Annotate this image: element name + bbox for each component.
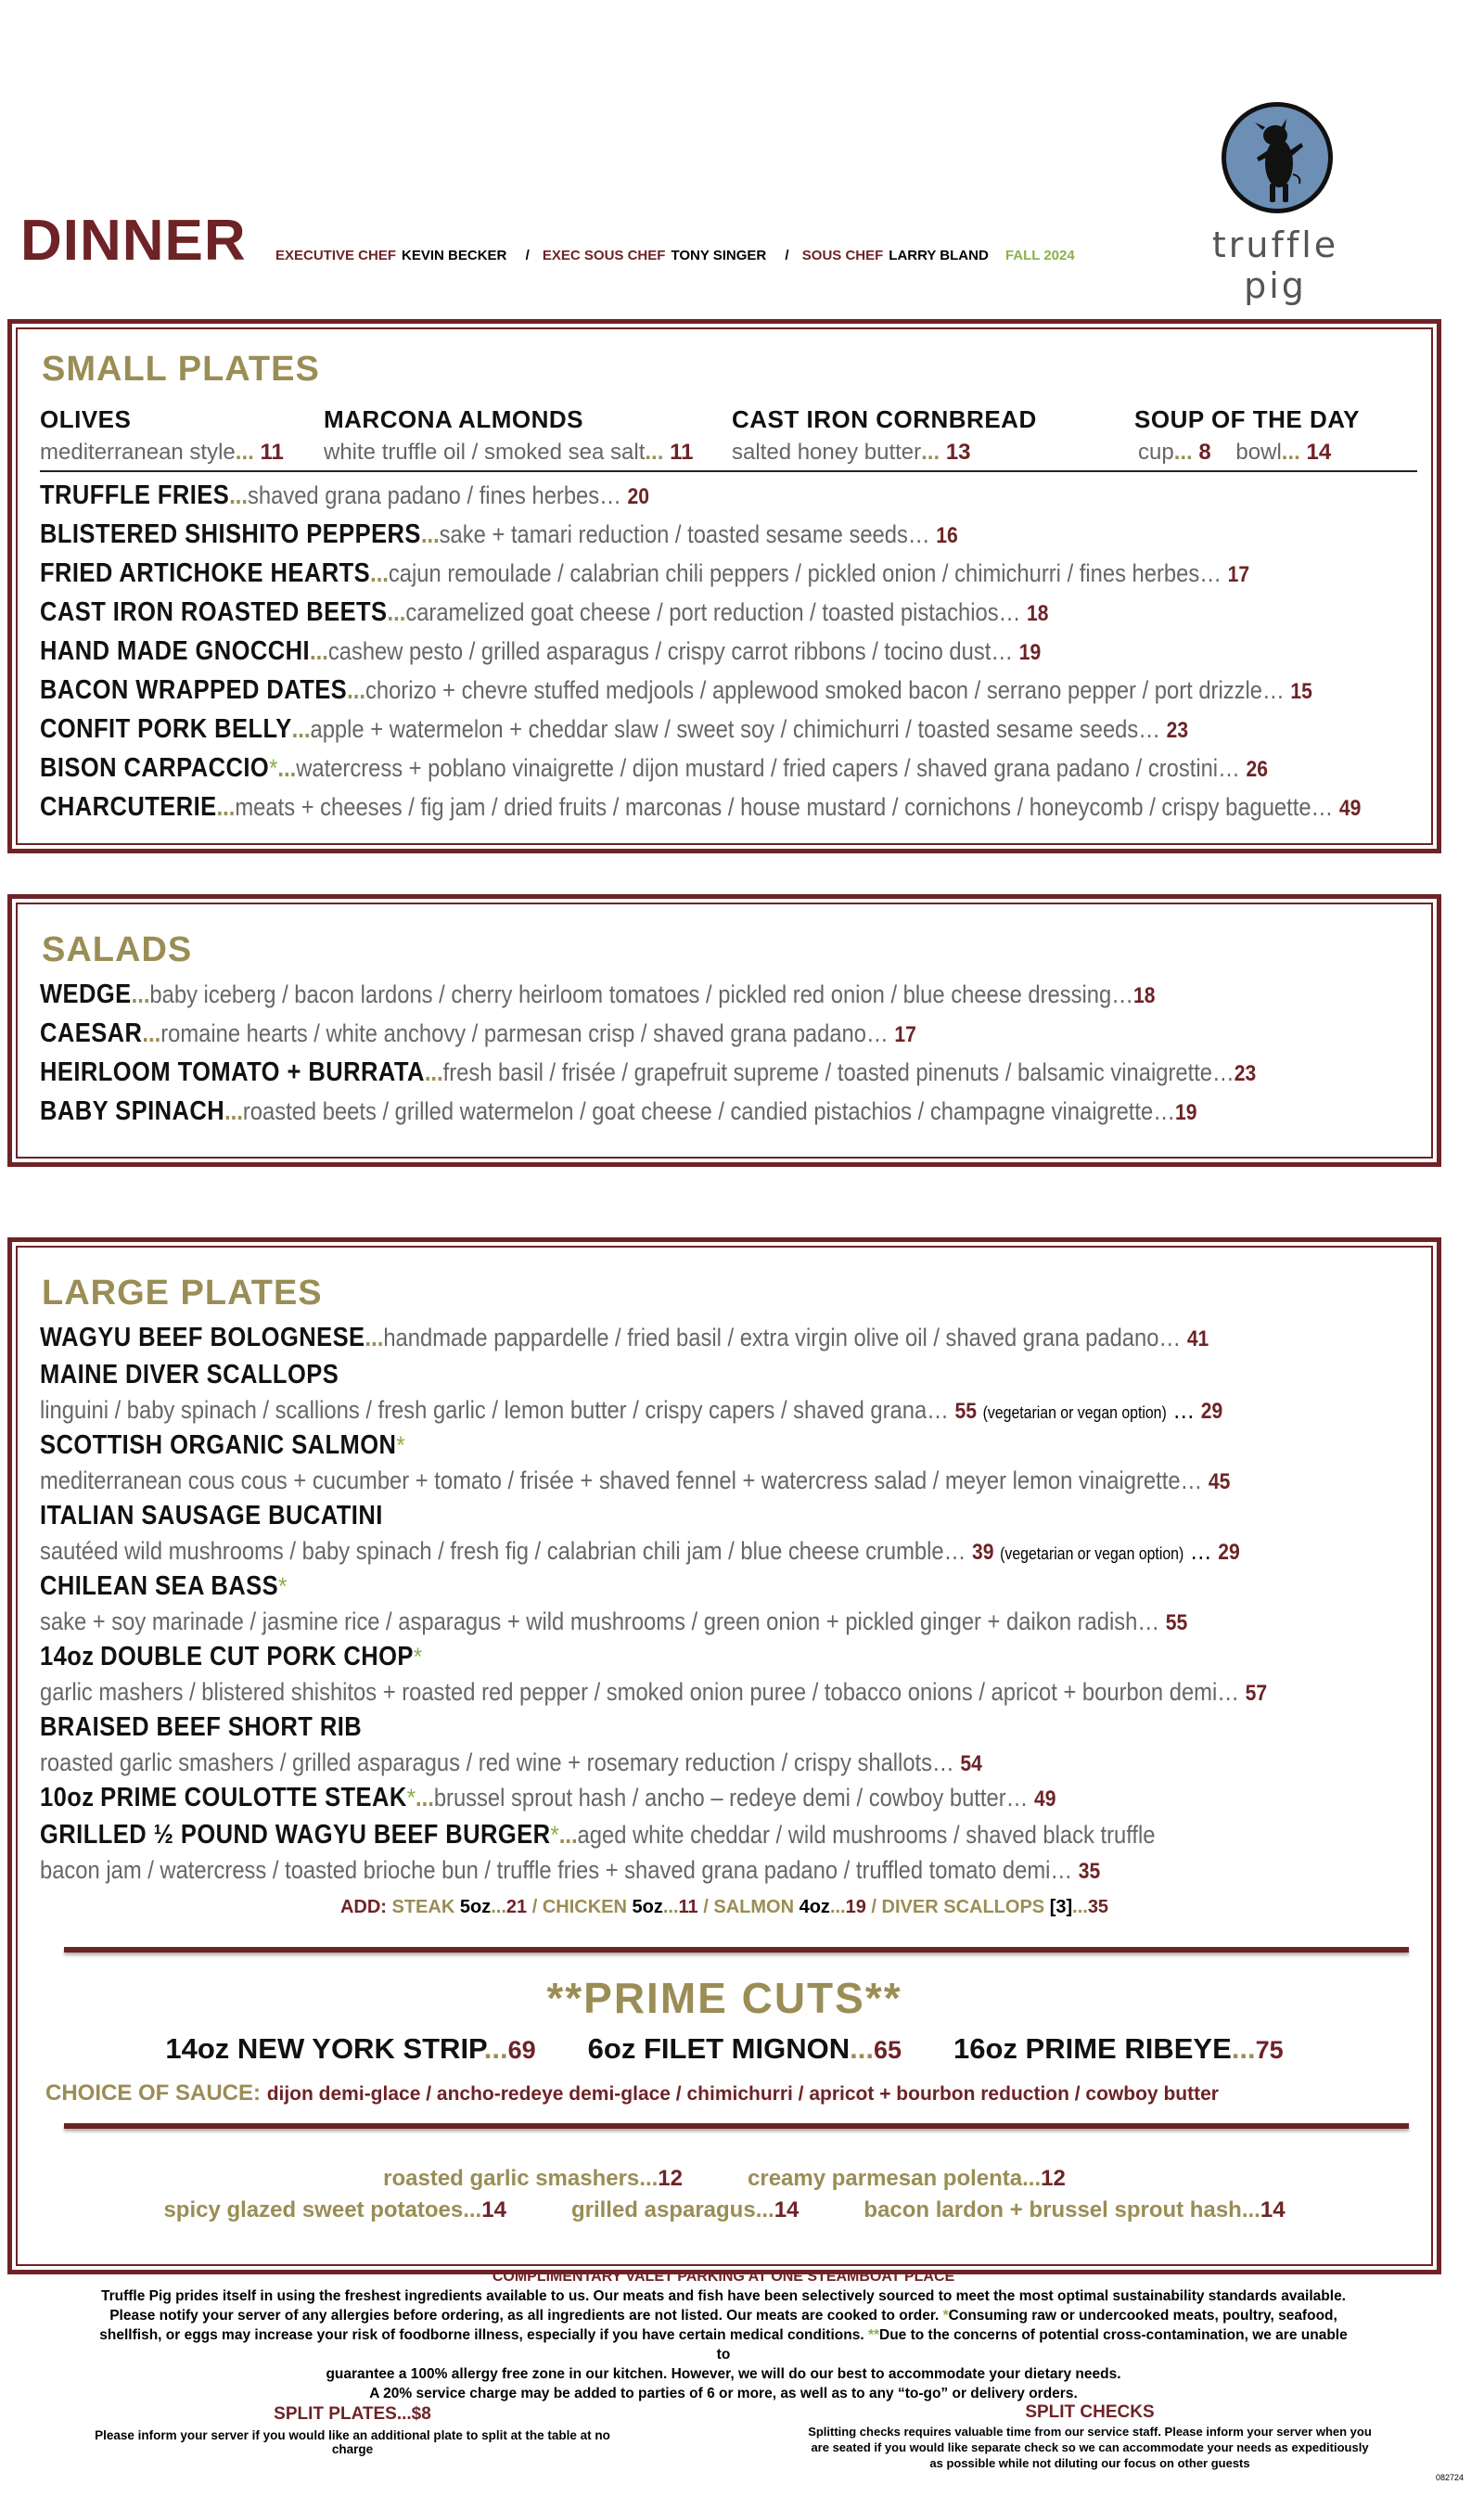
menu-item-name-line (40, 1641, 474, 1672)
item-desc: white truffle oil / smoked sea salt (324, 440, 646, 465)
item-price: 17 (894, 1022, 916, 1047)
add-option-size: 4oz (799, 1897, 830, 1917)
item-name: SCOTTISH ORGANIC SALMON (40, 1430, 397, 1460)
menu-header (20, 209, 1189, 274)
menu-item-name-line (40, 1429, 454, 1461)
menu-item-name-line (40, 1570, 321, 1602)
item-price: 55 (1165, 1610, 1188, 1635)
item-desc: aged white cheddar / wild mushrooms / shaved black truffle (577, 1821, 1156, 1849)
section-title: LARGE PLATES (42, 1274, 323, 1313)
item-desc: fresh basil / frisée / grapefruit supreme / toasted pinenuts / balsamic vinaigrette… (442, 1058, 1235, 1086)
add-dots: ... (662, 1897, 679, 1917)
starter-cornbread (732, 405, 1037, 466)
add-option-size: [3] (1049, 1897, 1073, 1917)
cut-size: 16oz (953, 2032, 1017, 2065)
add-option-size: 5oz (632, 1897, 663, 1917)
item-price: 19 (1018, 640, 1042, 665)
side-price: 14 (774, 2197, 800, 2222)
star-marker: ** (867, 2327, 880, 2343)
item-name: CHARCUTERIE (40, 792, 217, 822)
cut-name: PRIME RIBEYE (1025, 2032, 1232, 2065)
divider-rule (64, 2123, 1409, 2129)
item-price: 8 (1198, 440, 1211, 465)
menu-item (40, 1819, 1307, 1850)
divider (40, 470, 1417, 472)
menu-item (40, 557, 1414, 591)
health-notice (93, 2325, 1354, 2364)
item-price: 54 (960, 1751, 982, 1776)
menu-item-desc-line (40, 1676, 1435, 1710)
item-dots: ... (224, 1097, 243, 1125)
item-desc: chorizo + chevre stuffed medjools / applewood smoked bacon / serrano pepper / port drizzle… (365, 676, 1285, 704)
item-price: 35 (1078, 1859, 1101, 1884)
raw-warning-star: * (396, 1431, 405, 1459)
alt-dots: … (1172, 1396, 1196, 1424)
credit-role: SOUS CHEF (801, 248, 884, 263)
add-option-price: 21 (505, 1897, 528, 1917)
item-dots: ... (558, 1821, 578, 1849)
item-desc: sake + soy marinade / jasmine rice / asparagus + wild mushrooms / green onion + pickled ginger + daikon radish… (40, 1607, 1160, 1635)
menu-item-name-line (40, 1500, 429, 1531)
item-dots: ... (921, 440, 940, 465)
split-checks-text: Splitting checks requires valuable time from our service staff. Please inform your server when you are seated if you would like separate check so we can accommodate your needs as expeditiously as possible while not diluting our focus on other guests (808, 2425, 1372, 2470)
item-name: DOUBLE CUT PORK CHOP (100, 1642, 414, 1671)
item-name: WEDGE (40, 980, 132, 1009)
item-dots: ... (365, 1324, 384, 1351)
item-price: 11 (260, 440, 284, 465)
add-dots: ... (1072, 1897, 1088, 1917)
credit-name: KEVIN BECKER (402, 248, 507, 263)
item-desc: garlic mashers / blistered shishitos + roasted red pepper / smoked onion puree / tobacco onions / apricot + bourbon demi… (40, 1678, 1239, 1706)
starter-marcona-almonds (324, 405, 693, 466)
add-dots: ... (829, 1897, 846, 1917)
prime-cut-item (953, 2032, 1284, 2066)
split-plates-notice (93, 2404, 612, 2456)
item-dots: ... (370, 559, 389, 587)
star-marker: * (942, 2308, 949, 2324)
menu-item (40, 791, 1484, 825)
divider-rule (64, 1947, 1409, 1953)
item-name: MAINE DIVER SCALLOPS (40, 1360, 339, 1389)
item-name: PRIME COULOTTE STEAK (100, 1783, 407, 1812)
starter-soup (1134, 405, 1360, 466)
menu-item (40, 1782, 1195, 1815)
item-price: 49 (1338, 796, 1362, 821)
item-name: CAESAR (40, 1018, 143, 1048)
sauce-choice-line (45, 2081, 1219, 2107)
item-desc: sautéed wild mushrooms / baby spinach / fresh fig / calabrian chili jam / blue cheese crumble… (40, 1537, 966, 1565)
item-desc: mediterranean style (40, 440, 236, 465)
item-price: 39 (972, 1540, 994, 1565)
prime-cuts-title: **PRIME CUTS** (546, 1974, 902, 2022)
item-dots: ... (424, 1058, 443, 1086)
sides-row (18, 2197, 1431, 2223)
prime-cut-item (588, 2032, 902, 2066)
raw-warning-star: * (278, 1572, 288, 1600)
item-name: ITALIAN SAUSAGE BUCATINI (40, 1501, 383, 1530)
item-name: BRAISED BEEF SHORT RIB (40, 1712, 363, 1742)
add-label: ADD: (339, 1897, 387, 1917)
menu-item (40, 713, 1345, 747)
cut-size: 6oz (587, 2032, 636, 2065)
item-price: 55 (954, 1399, 978, 1424)
truffle-pig-logo (1178, 102, 1373, 306)
menu-item (40, 979, 1307, 1012)
add-option-name: SALMON (713, 1897, 795, 1917)
split-plates-text: Please inform your server if you would like an additional plate to split at the table at no charge (95, 2428, 610, 2456)
add-option-size: 5oz (459, 1897, 492, 1917)
item-dots: ... (1281, 440, 1300, 465)
cut-name: NEW YORK STRIP (237, 2032, 484, 2065)
item-dots: ... (420, 520, 440, 548)
item-desc: apple + watermelon + cheddar slaw / sweet soy / chimichurri / toasted sesame seeds… (310, 715, 1161, 743)
side-dots: ... (1241, 2197, 1260, 2222)
separator: / (785, 248, 789, 263)
item-dots: ... (347, 676, 365, 704)
side-item (383, 2166, 683, 2192)
item-size: 14oz (40, 1642, 95, 1671)
menu-item-desc-line (40, 1747, 1110, 1780)
item-price: 49 (1034, 1786, 1056, 1812)
item-price: 57 (1245, 1681, 1268, 1706)
pig-icon (1222, 102, 1333, 213)
health-text: shellfish, or eggs may increase your risk of foodborne illness, especially if you have certain medical conditions. (99, 2327, 868, 2343)
item-desc: romaine hearts / white anchovy / parmesan crisp / shaved grana padano… (160, 1019, 889, 1047)
side-item (571, 2197, 799, 2223)
sourcing-notice: Truffle Pig prides itself in using the freshest ingredients available to us. Our meats and fish have been selectively sourced to meet the most optimal sustainability standards available. (101, 2288, 1346, 2304)
cut-size: 14oz (165, 2032, 230, 2065)
item-desc: bowl (1235, 440, 1282, 465)
add-option-price: 35 (1087, 1897, 1109, 1917)
item-price: 20 (627, 484, 650, 509)
item-desc: cajun remoulade / calabrian chili peppers / pickled onion / chimichurri / fines herbes… (388, 559, 1222, 587)
item-price: 18 (1132, 983, 1156, 1008)
item-desc: mediterranean cous cous + cucumber + tomato / frisée + shaved fennel + watercress salad / meyer lemon vinaigrette… (40, 1466, 1203, 1494)
cut-price: 75 (1255, 2036, 1284, 2064)
item-name: OLIVES (40, 405, 132, 433)
item-price: 18 (1026, 601, 1049, 626)
item-name: CAST IRON ROASTED BEETS (40, 597, 388, 627)
item-dots: ... (291, 715, 311, 743)
menu-item (40, 480, 733, 513)
item-size: 10oz (40, 1783, 95, 1812)
item-price: 45 (1208, 1469, 1231, 1494)
alt-price: 29 (1218, 1540, 1240, 1565)
item-name: BISON CARPACCIO (40, 753, 270, 783)
raw-warning-star: * (413, 1643, 423, 1671)
item-dots: ... (416, 1784, 434, 1812)
add-protein-line: ADD: STEAK 5oz...21 / CHICKEN 5oz...11 / SALMON 4oz...19 / DIVER SCALLOPS [3]...35 (339, 1897, 1109, 1917)
item-price: 41 (1186, 1326, 1209, 1351)
allergy-text: Please notify your server of any allergies before ordering, as all ingredients are not listed. Our meats are cooked to order. (109, 2308, 943, 2324)
menu-item (40, 1057, 1422, 1090)
item-desc: cashew pesto / grilled asparagus / crispy carrot ribbons / tocino dust… (327, 637, 1014, 665)
side-price: 14 (1260, 2197, 1286, 2222)
menu-item (40, 674, 1484, 708)
side-item (163, 2197, 506, 2223)
item-desc: baby iceberg / bacon lardons / cherry heirloom tomatoes / pickled red onion / blue cheese dressing… (149, 980, 1133, 1008)
item-dots: ... (387, 598, 406, 626)
menu-item (40, 635, 1177, 669)
alt-price: 29 (1200, 1399, 1223, 1424)
item-name: HAND MADE GNOCCHI (40, 636, 311, 666)
menu-item (40, 1322, 1368, 1355)
item-name: FRIED ARTICHOKE HEARTS (40, 558, 371, 588)
menu-item (40, 519, 1083, 552)
item-name: CHILEAN SEA BASS (40, 1571, 279, 1601)
section-title: SALADS (42, 930, 193, 969)
add-option-price: 11 (678, 1897, 698, 1917)
item-name: HEIRLOOM TOMATO + BURRATA (40, 1057, 425, 1087)
prime-cuts-list (18, 2032, 1431, 2066)
item-price: 14 (1306, 440, 1332, 465)
item-price: 13 (945, 440, 971, 465)
service-charge-notice: A 20% service charge may be added to parties of 6 or more, as well as to any “to-go” or delivery orders. (369, 2386, 1078, 2401)
valet-notice: COMPLIMENTARY VALET PARKING AT ONE STEAMBOAT PLACE (492, 2269, 955, 2285)
salads-section (7, 894, 1441, 1167)
item-price: 17 (1227, 562, 1250, 587)
credit-role: EXECUTIVE CHEF (275, 248, 397, 263)
menu-item (40, 752, 1436, 786)
add-option-name: STEAK (391, 1897, 455, 1917)
add-dots: ... (491, 1897, 506, 1917)
item-name: WAGYU BEEF BOLOGNESE (40, 1323, 365, 1352)
raw-warning-text: Consuming raw or undercooked meats, poultry, seafood, (948, 2308, 1337, 2324)
item-desc: brussel sprout hash / ancho – redeye demi / cowboy butter… (433, 1784, 1029, 1812)
menu-item-desc-line (40, 1606, 1344, 1639)
item-dots: ... (216, 793, 236, 821)
side-dots: ... (639, 2166, 659, 2191)
item-desc: shaved grana padano / fines herbes… (248, 481, 621, 509)
menu-item-name-line (40, 1359, 379, 1390)
item-name: TRUFFLE FRIES (40, 480, 230, 510)
cut-dots: ... (850, 2032, 874, 2065)
side-name: roasted garlic smashers (383, 2166, 640, 2191)
allergy-guarantee-notice: guarantee a 100% allergy free zone in our kitchen. However, we will do our best to accommodate your dietary needs. (326, 2366, 1121, 2382)
credit-role: EXEC SOUS CHEF (542, 248, 666, 263)
item-dots: ... (277, 754, 297, 782)
item-price: 23 (1166, 718, 1189, 743)
menu-item-name-line (40, 1711, 405, 1743)
credit-name: TONY SINGER (671, 248, 767, 263)
prime-cut-item (165, 2032, 535, 2066)
item-name: CONFIT PORK BELLY (40, 714, 292, 744)
item-desc: meats + cheeses / fig jam / dried fruits / marconas / house mustard / cornichons / honeycomb / crispy baguette… (235, 793, 1334, 821)
logo-wordmark: truffle pig (1211, 224, 1339, 306)
side-dots: ... (1022, 2166, 1042, 2191)
cut-name: FILET MIGNON (643, 2032, 851, 2065)
menu-item (40, 1018, 1036, 1051)
add-option-price: 19 (845, 1897, 866, 1917)
raw-warning-star: * (550, 1821, 559, 1849)
cut-price: 65 (873, 2036, 902, 2064)
split-checks-notice (807, 2404, 1373, 2471)
split-checks-title: SPLIT CHECKS (1025, 2402, 1155, 2422)
side-item (748, 2166, 1066, 2192)
item-dots: ... (645, 440, 664, 465)
side-item (864, 2197, 1285, 2223)
item-name: MARCONA ALMONDS (324, 405, 583, 433)
item-desc: watercress + poblano vinaigrette / dijon mustard / fried capers / shaved grana padano / crostini… (296, 754, 1240, 782)
raw-warning-star: * (406, 1784, 416, 1812)
item-price: 23 (1234, 1061, 1257, 1086)
item-price: 15 (1290, 679, 1312, 704)
side-dots: ... (755, 2197, 774, 2222)
item-desc: linguini / baby spinach / scallions / fresh garlic / lemon butter / crispy capers / shaved grana… (40, 1396, 949, 1424)
alt-dots: … (1189, 1537, 1212, 1565)
cut-dots: ... (1231, 2032, 1256, 2065)
menu-item-desc-line (40, 1465, 1392, 1498)
sides-row (18, 2166, 1431, 2192)
side-price: 12 (1041, 2166, 1066, 2191)
item-desc: caramelized goat cheese / port reduction / toasted pistachios… (405, 598, 1021, 626)
separator: / (525, 248, 530, 263)
menu-code: 082724 (1436, 2473, 1465, 2482)
item-desc: salted honey butter (732, 440, 922, 465)
side-price: 12 (658, 2166, 683, 2191)
menu-item-desc-line (40, 1535, 1403, 1569)
side-name: creamy parmesan polenta (748, 2166, 1023, 2191)
item-desc: roasted garlic smashers / grilled asparagus / red wine + rosemary reduction / crispy shallots… (40, 1748, 954, 1776)
small-plates-section (7, 319, 1441, 853)
item-desc: bacon jam / watercress / toasted brioche bun / truffle fries + shaved grana padano / truffled tomato demi… (40, 1856, 1073, 1884)
veg-option-note: (vegetarian or vegan option) (1000, 1544, 1184, 1563)
item-name: BLISTERED SHISHITO PEPPERS (40, 519, 421, 549)
side-price: 14 (481, 2197, 506, 2222)
item-name: SOUP OF THE DAY (1134, 405, 1360, 433)
side-dots: ... (463, 2197, 482, 2222)
split-plates-title: SPLIT PLATES...$8 (274, 2404, 431, 2424)
sauce-options: dijon demi-glace / ancho-redeye demi-glace / chimichurri / apricot + bourbon reduction / cowboy butter (266, 2083, 1219, 2105)
item-price: 16 (936, 523, 958, 548)
menu-item (40, 1095, 1355, 1129)
add-option-name: DIVER SCALLOPS (881, 1897, 1045, 1917)
item-name: CAST IRON CORNBREAD (732, 405, 1037, 433)
item-name: GRILLED ½ POUND WAGYU BEEF BURGER (40, 1820, 551, 1850)
cut-price: 69 (507, 2036, 536, 2064)
footer-notice (93, 2267, 1354, 2403)
item-dots: ... (131, 980, 150, 1008)
item-name: BACON WRAPPED DATES (40, 675, 348, 705)
item-dots: ... (142, 1019, 161, 1047)
add-option-name: CHICKEN (542, 1897, 627, 1917)
credit-name: LARRY BLAND (889, 248, 989, 263)
menu-item-desc-line (40, 1854, 1245, 1888)
section-title: SMALL PLATES (42, 350, 320, 389)
sauce-label: CHOICE OF SAUCE: (45, 2081, 262, 2106)
cross-contamination-text: Due to the concerns of potential cross-contamination, we are unable to (716, 2327, 1348, 2363)
item-desc: cup (1138, 440, 1174, 465)
item-dots: ... (1173, 440, 1193, 465)
item-desc: roasted beets / grilled watermelon / goat cheese / candied pistachios / champagne vinaigrette… (242, 1097, 1175, 1125)
side-name: spicy glazed sweet potatoes (163, 2197, 464, 2222)
starter-olives (40, 405, 284, 466)
item-dots: ... (235, 440, 254, 465)
menu-item (40, 596, 1186, 630)
menu-item-desc-line (40, 1394, 1384, 1428)
side-name: bacon lardon + brussel sprout hash (864, 2197, 1242, 2222)
item-dots: ... (310, 637, 328, 665)
veg-option-note: (vegetarian or vegan option) (982, 1403, 1167, 1422)
item-name: BABY SPINACH (40, 1096, 225, 1126)
cut-dots: ... (483, 2032, 508, 2065)
large-plates-section (7, 1237, 1441, 2274)
item-desc: handmade pappardelle / fried basil / extra virgin olive oil / shaved grana padano… (383, 1324, 1182, 1351)
side-name: grilled asparagus (570, 2197, 756, 2222)
chef-credits (275, 248, 1081, 263)
item-price: 11 (670, 440, 694, 465)
item-price: 19 (1174, 1100, 1197, 1125)
item-dots: ... (229, 481, 249, 509)
item-desc: sake + tamari reduction / toasted sesame seeds… (439, 520, 930, 548)
item-price: 26 (1246, 757, 1268, 782)
allergy-notice (93, 2306, 1354, 2325)
season-label: FALL 2024 (1004, 248, 1075, 263)
raw-warning-star: * (269, 754, 278, 782)
page-title: DINNER (20, 209, 247, 273)
